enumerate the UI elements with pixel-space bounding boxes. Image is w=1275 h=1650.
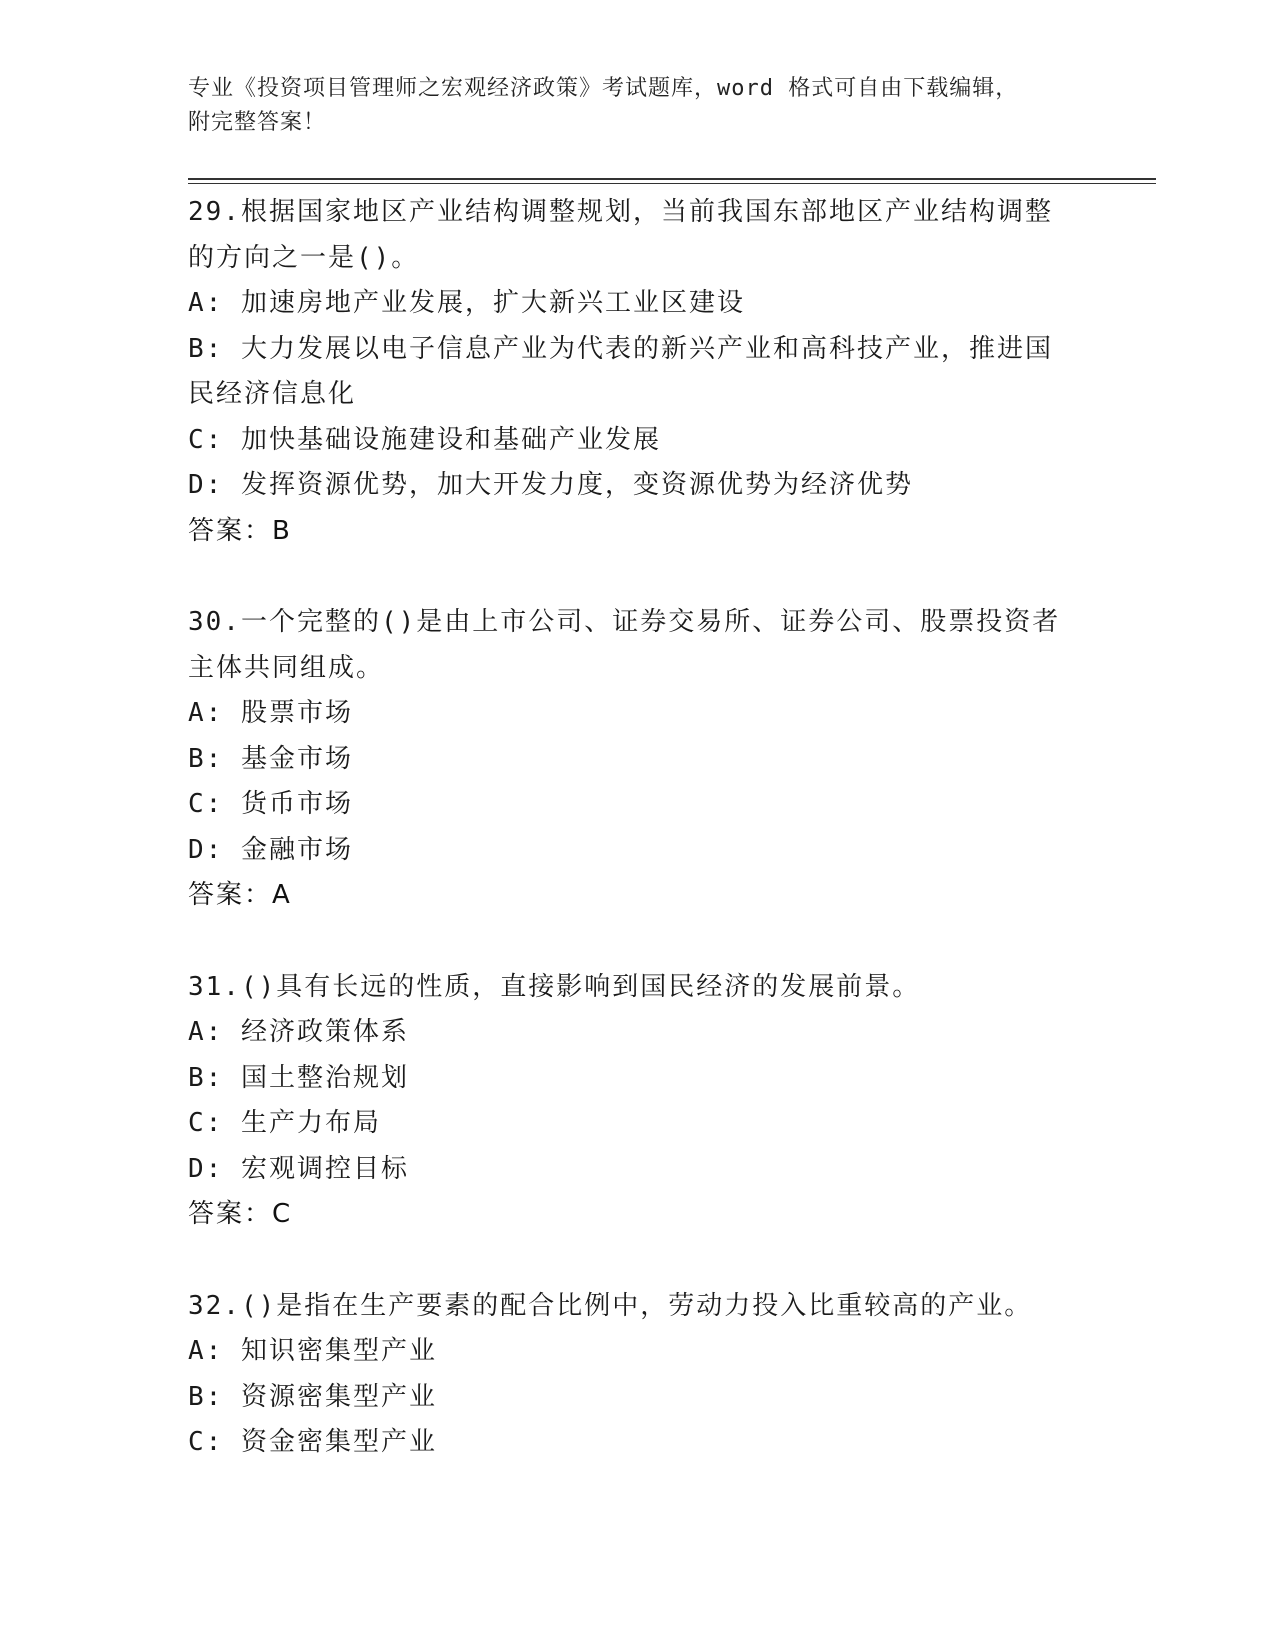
option-a: A: 股票市场 <box>188 698 353 728</box>
answer-label: 答案：B <box>188 515 292 546</box>
option-a: A: 知识密集型产业 <box>188 1336 437 1366</box>
header-line-1: 专业《投资项目管理师之宏观经济政策》考试题库，word 格式可自由下载编辑， <box>188 76 1019 101</box>
question-30 <box>188 600 1088 919</box>
option-b: B: 大力发展以电子信息产业为代表的新兴产业和高科技产业，推进国 <box>188 333 1053 364</box>
question-stem: 30.一个完整的()是由上市公司、证券交易所、证券公司、股票投资者 <box>188 607 1061 637</box>
question-stem: 29.根据国家地区产业结构调整规划，当前我国东部地区产业结构调整 <box>188 197 1053 227</box>
question-29 <box>188 190 1088 554</box>
question-stem-continued: 的方向之一是()。 <box>188 242 420 273</box>
option-b: B: 资源密集型产业 <box>188 1381 437 1412</box>
option-c: C: 资金密集型产业 <box>188 1427 437 1457</box>
option-b: B: 基金市场 <box>188 743 353 774</box>
option-a: A: 经济政策体系 <box>188 1017 409 1047</box>
document-header <box>188 72 1068 140</box>
answer-label: 答案：A <box>188 880 292 910</box>
option-d: D: 发挥资源优势，加大开发力度，变资源优势为经济优势 <box>188 470 913 500</box>
header-divider-thin <box>188 183 1156 184</box>
option-d: D: 金融市场 <box>188 834 353 865</box>
answer-label: 答案：C <box>188 1199 293 1229</box>
question-stem-continued: 主体共同组成。 <box>188 652 385 683</box>
option-a: A: 加速房地产业发展，扩大新兴工业区建设 <box>188 288 745 318</box>
question-31 <box>188 965 1088 1238</box>
option-b-continued: 民经济信息化 <box>188 379 357 409</box>
question-stem: 31.()具有长远的性质，直接影响到国民经济的发展前景。 <box>188 971 921 1002</box>
question-32 <box>188 1284 1088 1466</box>
option-c: C: 生产力布局 <box>188 1108 381 1138</box>
question-list <box>188 190 1088 1512</box>
option-c: C: 货币市场 <box>188 789 353 819</box>
header-divider-thick <box>188 178 1156 180</box>
question-stem: 32.()是指在生产要素的配合比例中，劳动力投入比重较高的产业。 <box>188 1290 1033 1321</box>
option-d: D: 宏观调控目标 <box>188 1153 409 1184</box>
option-c: C: 加快基础设施建设和基础产业发展 <box>188 424 661 455</box>
option-b: B: 国土整治规划 <box>188 1062 409 1093</box>
header-line-2: 附完整答案！ <box>188 110 327 135</box>
